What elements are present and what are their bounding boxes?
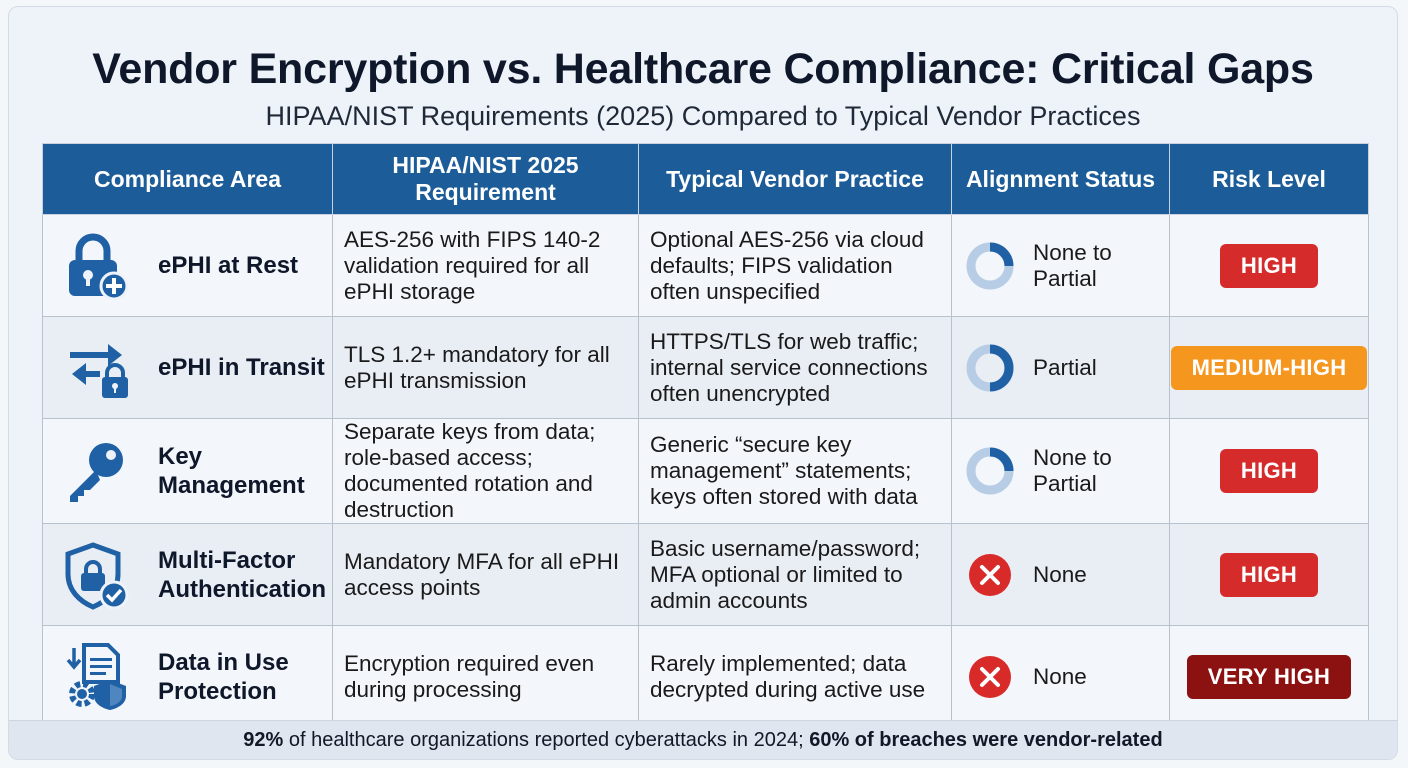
status-label: None [1033,663,1087,689]
header-alignment-status: Alignment Status [952,144,1170,215]
requirement-cell: Mandatory MFA for all ePHI access points [333,524,639,626]
partial-ring-icon [965,446,1015,496]
table-row [43,419,1369,524]
partial-ring-icon [965,343,1015,393]
lock-plus-icon [62,231,132,301]
status-label: Partial [1033,354,1097,380]
footer-note [9,720,1397,759]
status-cell [952,626,1170,728]
area-cell [43,524,333,626]
area-label: Key Management [158,443,305,499]
shield-check-icon [62,540,132,610]
header-requirement: HIPAA/NIST 2025 Requirement [333,144,639,215]
header-compliance-area: Compliance Area [43,144,333,215]
risk-badge: VERY HIGH [1187,655,1352,699]
requirement-cell: AES-256 with FIPS 140-2 validation required for all ePHI storage [333,215,639,317]
table-row [43,626,1369,728]
status-label: None to Partial [1033,239,1112,291]
area-cell [43,626,333,728]
requirement-cell: Separate keys from data; role-based access; documented rotation and destruction [333,419,639,524]
risk-cell [1170,215,1369,317]
area-label: Multi-Factor Authentication [158,546,326,603]
area-cell [43,419,333,524]
requirement-cell: Encryption required even during processing [333,626,639,728]
area-label: ePHI at Rest [158,252,299,279]
risk-cell [1170,419,1369,524]
status-label: None to Partial [1033,445,1112,496]
status-cell [952,317,1170,419]
x-circle-icon [965,550,1015,600]
header-risk-level: Risk Level [1170,144,1369,215]
page-subtitle: HIPAA/NIST Requirements (2025) Compared to Typical Vendor Practices [265,101,1141,131]
practice-cell: Basic username/password; MFA optional or limited to admin accounts [639,524,952,626]
table-row [43,524,1369,626]
key-icon [62,436,132,506]
footer-stat-2: 60% of breaches were vendor-related [809,729,1163,751]
practice-cell: Rarely implemented; data decrypted during active use [639,626,952,728]
status-cell [952,524,1170,626]
status-cell [952,419,1170,524]
page-title: Vendor Encryption vs. Healthcare Compliance: Critical Gaps [92,45,1314,93]
area-label: Data in Use Protection [158,648,289,705]
table-header-row [43,144,1369,215]
infographic-card [8,6,1398,760]
risk-badge: MEDIUM-HIGH [1171,346,1368,390]
risk-badge: HIGH [1220,553,1318,597]
partial-ring-icon [965,241,1015,291]
area-cell [43,317,333,419]
risk-cell [1170,524,1369,626]
table-row [43,317,1369,419]
footer-stat-1: 92% [243,729,284,751]
risk-badge: HIGH [1220,244,1318,288]
transfer-lock-icon [62,333,132,403]
status-label: None [1033,561,1087,587]
practice-cell: Generic “secure key management” statements; keys often stored with data [639,419,952,524]
table-row [43,215,1369,317]
risk-cell [1170,317,1369,419]
area-label: ePHI in Transit [158,354,325,381]
risk-badge: HIGH [1220,449,1318,493]
status-cell [952,215,1170,317]
header-vendor-practice: Typical Vendor Practice [639,144,952,215]
x-circle-icon [965,652,1015,702]
compliance-table [42,143,1369,728]
practice-cell: Optional AES-256 via cloud defaults; FIPS validation often unspecified [639,215,952,317]
risk-cell [1170,626,1369,728]
footer-text: of healthcare organizations reported cyberattacks in 2024; [283,729,810,751]
area-cell [43,215,333,317]
requirement-cell: TLS 1.2+ mandatory for all ePHI transmission [333,317,639,419]
practice-cell: HTTPS/TLS for web traffic; internal service connections often unencrypted [639,317,952,419]
document-gear-shield-icon [62,642,132,712]
